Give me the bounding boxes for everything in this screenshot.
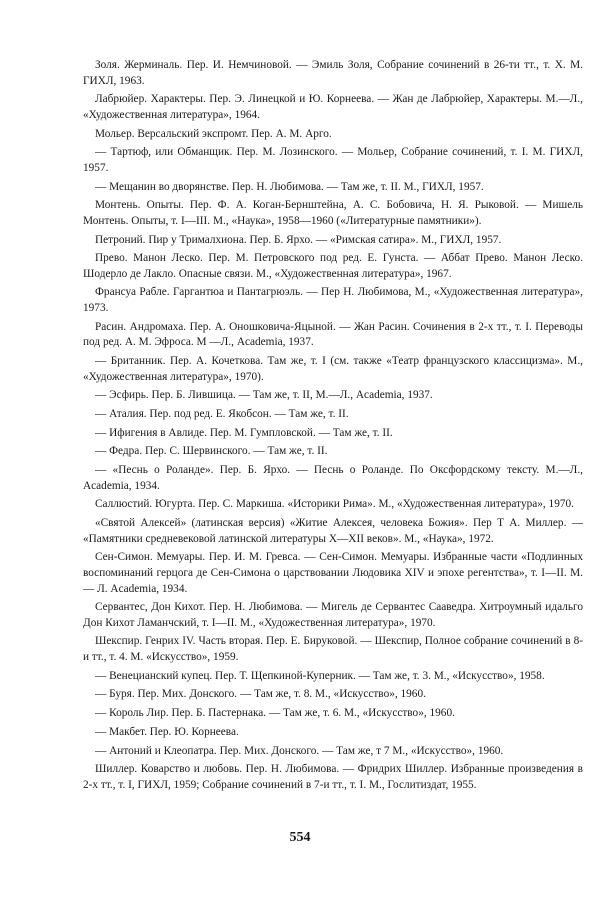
bibliography-entry: Расин. Андромаха. Пер. А. Оношковича-Яцыной. — Жан Расин. Сочинения в 2-х тт., т. I. Переводы под ред. А. М. Эфроса. М —Л., Academia, 1937. <box>83 320 583 349</box>
bibliography-entry: — Макбет. Пер. Ю. Корнеева. <box>95 725 239 738</box>
bibliography-entry: — Британник. Пер. А. Кочеткова. Там же, т. I (см. также «Театр французского классицизма». М., «Художественная литература», 1970). <box>83 355 583 383</box>
bibliography-entry: Петроний. Пир у Трималхиона. Пер. Б. Ярхо. — «Римская сатира». М., ГИХЛ, 1957. <box>95 233 502 246</box>
bibliography-entry: — Мещанин во дворянстве. Пер. Н. Любимова. — Там же, т. II. М., ГИХЛ, 1957. <box>95 180 484 193</box>
bibliography-entry: — Ифигения в Авлиде. Пер. М. Гумпловской. — Там же, т. II. <box>95 426 393 439</box>
bibliography-entry: Франсуа Рабле. Гаргантюа и Пантагрюэль. — Пер Н. Любимова, М., «Художественная литература», 1973. <box>83 286 583 315</box>
bibliography-entry: «Святой Алексей» (латинская версия) «Житие Алексея, человека Божия». Пер Т А. Миллер. — «Памятники средневековой латинской литературы X—XII веков». М., «Наука», 1972. <box>83 517 583 545</box>
bibliography-entry: Саллюстий. Югурта. Пер. С. Маркиша. «Историки Рима». М., «Художественная литература», 1970. <box>95 498 574 511</box>
bibliography-entry: — «Песнь о Роланде». Пер. Б. Ярхо. — Песнь о Роланде. По Оксфордскому тексту. М.—Л., Academia, 1934. <box>83 464 583 492</box>
bibliography-entry: Монтень. Опыты. Пер. Ф. А. Коган-Бернштейна, А. С. Бобовича, Н. Я. Рыковой. — Мишель Монтень. Опыты, т. I—III. М., «Наука», 1958—1960 («Литературные памятники»). <box>83 199 583 227</box>
bibliography-entry: Мольер. Версальский экспромт. Пер. А. М. Арго. <box>95 127 332 140</box>
page-number: 554 <box>289 830 311 845</box>
bibliography-entry: — Тартюф, или Обманщик. Пер. М. Лозинского. — Мольер, Собрание сочинений, т. I. М. ГИХЛ, 1957. <box>83 146 583 174</box>
bibliography-entry: — Венецианский купец. Пер. Т. Щепкиной-Куперник. — Там же, т. 3. М., «Искусство», 1958. <box>95 669 545 682</box>
bibliography-entry: — Буря. Пер. Мих. Донского. — Там же, т. 8. М., «Искусство», 1960. <box>95 688 426 701</box>
bibliography-entry: — Аталия. Пер. под ред. Е. Якобсон. — Там же, т. II. <box>95 408 349 420</box>
bibliography-list <box>83 58 583 796</box>
bibliography-entry: Сен-Симон. Мемуары. Пер. И. М. Гревса. — Сен-Симон. Мемуары. Избранные части «Подлинных воспоминаний герцога де Сен-Симона о царствовании Людовика XIV и эпохе регентства», т. I—II. М.— Л. Academia, 1934. <box>83 551 583 595</box>
bibliography-entry: Шекспир. Генрих IV. Часть вторая. Пер. Е. Бируковой. — Шекспир, Полное собрание сочинений в 8-и тт., т. 4. М. «Искусство», 1959. <box>83 635 583 664</box>
bibliography-entry: Лабрюйер. Характеры. Пер. Э. Линецкой и Ю. Корнеева. — Жан де Лабрюйер, Характеры. М.—Л., «Художественная литература», 1964. <box>83 93 583 121</box>
bibliography-entry: Сервантес, Дон Кихот. Пер. Н. Любимова. — Мигель де Сервантес Сааведра. Хитроумный идальго Дон Кихот Ламанчский, т. I—II. М., «Художественная литература», 1970. <box>83 601 583 629</box>
bibliography-entry: Прево. Манон Леско. Пер. М. Петровского под ред. Е. Гунста. — Аббат Прево. Манон Леско. Шодерло де Лакло. Опасные связи. М., «Художественная литература», 1967. <box>83 252 583 280</box>
bibliography-entry: — Эсфирь. Пер. Б. Лившица. — Там же, т. II, М.—Л., Academia, 1937. <box>95 389 433 402</box>
bibliography-entry: — Антоний и Клеопатра. Пер. Мих. Донского. — Там же, т 7 М., «Искусство», 1960. <box>95 744 504 757</box>
bibliography-entry: Шиллер. Коварство и любовь. Пер. Н. Любимова. — Фридрих Шиллер. Избранные произведения в 2-х тт., т. I, ГИХЛ, 1959; Собрание сочинений в 7-и тт., т. I. М., Гослитиздат, 1955. <box>83 763 583 791</box>
bibliography-entry: Золя. Жерминаль. Пер. И. Немчиновой. — Эмиль Золя, Собрание сочинений в 26-ти тт., т. X. М. ГИХЛ, 1963. <box>83 59 583 87</box>
bibliography-entry: — Король Лир. Пер. Б. Пастернака. — Там же, т. 6. М., «Искусство», 1960. <box>95 707 455 720</box>
bibliography-entry: — Федра. Пер. С. Шервинского. — Там же, т. II. <box>95 445 328 458</box>
